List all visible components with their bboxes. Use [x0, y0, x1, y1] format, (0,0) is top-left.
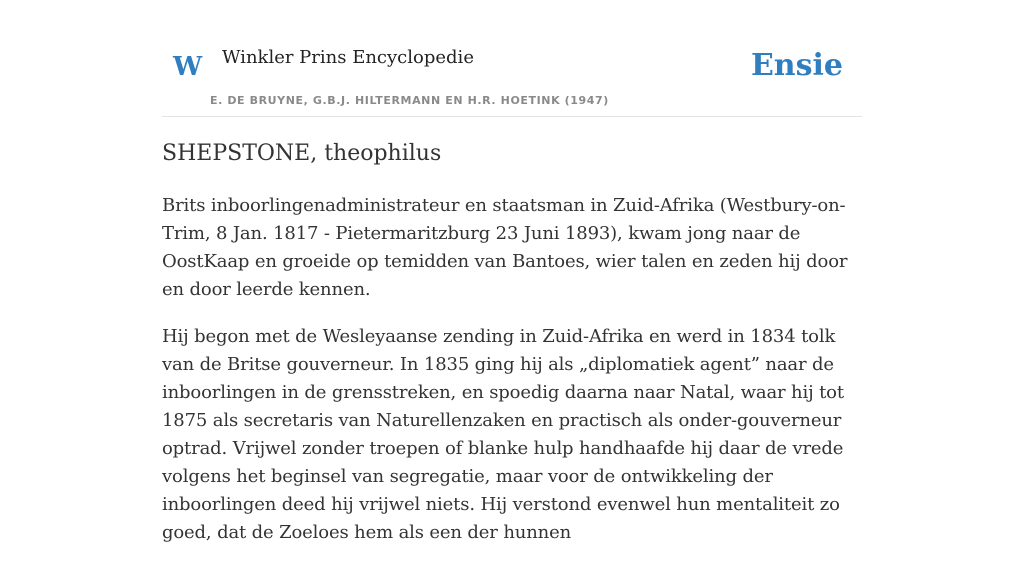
- article: [162, 136, 864, 566]
- winkler-prins-logo[interactable]: W: [173, 52, 203, 82]
- article-paragraph: Brits inboorlingenadministrateur en staatsman in Zuid-Afrika (Westbury-on-Trim, 8 Jan. 1817 - Pietermaritzburg 23 Juni 1893), kwam jong naar de OostKaap en groeide op temidden van Bantoes, wier talen en zeden hij door en door leerde kennen.: [162, 195, 848, 300]
- article-title: SHEPSTONE, theophilus: [162, 141, 442, 166]
- publication-authors: E. DE BRUYNE, G.B.J. HILTERMANN EN H.R. HOETINK (1947): [210, 94, 609, 107]
- publication-title[interactable]: Winkler Prins Encyclopedie: [222, 47, 474, 68]
- site-header: [162, 38, 862, 117]
- ensie-logo[interactable]: Ensie: [750, 48, 843, 83]
- article-paragraph: Hij begon met de Wesleyaanse zending in Zuid-Afrika en werd in 1834 tolk van de Britse gouverneur. In 1835 ging hij als „diplomatiek agent” naar de inboorlingen in de grensstreken, en spoedig daarna naar Natal, waar hij tot 1875 als secretaris van Naturellenzaken en practisch als onder-gouverneur optrad. Vrijwel zonder troepen of blanke hulp handhaafde hij daar de vrede volgens het beginsel van segregatie, maar voor de ontwikkeling der inboorlingen deed hij vrijwel niets. Hij verstond evenwel hun mentaliteit zo goed, dat de Zoeloes hem als een der hunnen: [162, 326, 844, 543]
